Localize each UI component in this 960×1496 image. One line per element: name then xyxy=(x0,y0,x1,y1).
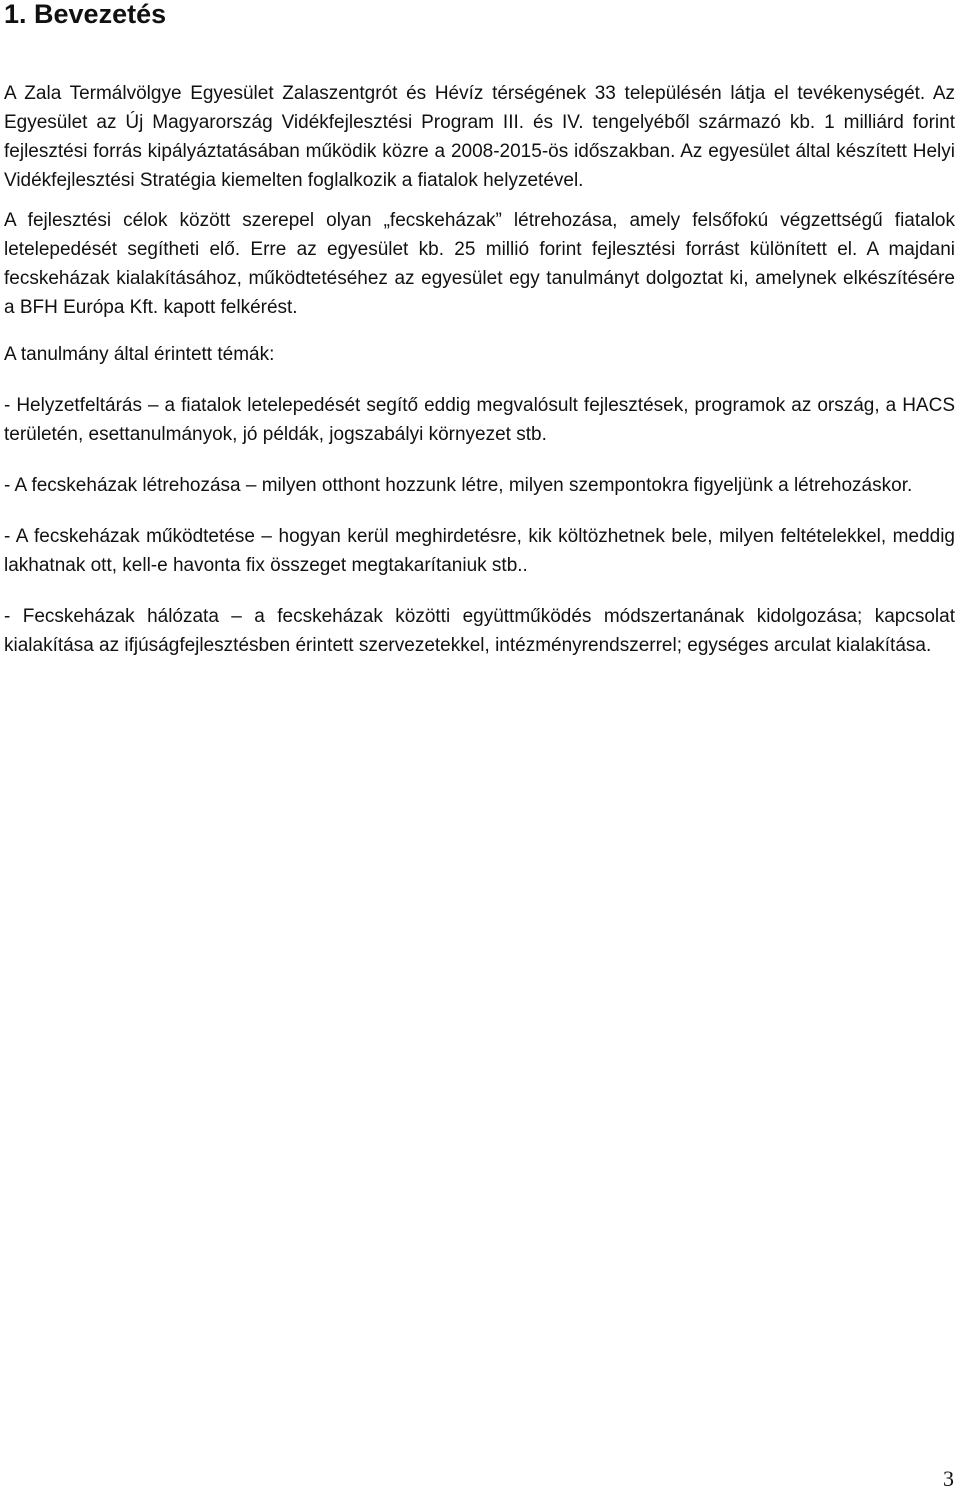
intro-paragraph: A Zala Termálvölgye Egyesület Zalaszentgrót és Hévíz térségének 33 településén látja el tevékenységét. Az Egyesület az Új Magyarország Vidékfejlesztési Program III. és IV. tengelyéből származó kb. 1 milliárd forint fejlesztési forrás kipályáztatásában működik közre a 2008-2015-ös időszakban. Az egyesület által készített Helyi Vidékfejlesztési Stratégia kiemelten foglalkozik a fiatalok helyzetével. xyxy=(4,83,955,191)
page-number: 3 xyxy=(943,1466,954,1491)
topic-item-creation: - A fecskeházak létrehozása – milyen otthont hozzunk létre, milyen szempontokra figyeljünk a létrehozáskor. xyxy=(4,475,913,496)
goals-paragraph: A fejlesztési célok között szerepel olyan „fecskeházak” létrehozása, amely felsőfokú végzettségű fiatalok letelepedését segítheti elő. Erre az egyesület kb. 25 millió forint fejlesztési forrást különített el. A majdani fecskeházak kialakításához, működtetéséhez az egyesület egy tanulmányt dolgoztat ki, amelynek elkészítésére a BFH Európa Kft. kapott felkérést. xyxy=(4,210,955,318)
section-heading: 1. Bevezetés xyxy=(4,0,167,29)
topic-item-situation: - Helyzetfeltárás – a fiatalok letelepedését segítő eddig megvalósult fejlesztések, programok az ország, a HACS területén, esettanulmányok, jó példák, jogszabályi környezet stb. xyxy=(4,395,955,445)
topic-item-network: - Fecskeházak hálózata – a fecskeházak közötti együttműködés módszertanának kidolgozása; kapcsolat kialakítása az ifjúságfejlesztésben érintett szervezetekkel, intézményrendszerrel; egységes arculat kialakítása. xyxy=(4,606,955,656)
document-body xyxy=(4,79,955,660)
topic-item-operation: - A fecskeházak működtetése – hogyan kerül meghirdetésre, kik költözhetnek bele, milyen feltételekkel, meddig lakhatnak ott, kell-e havonta fix összeget megtakarítaniuk stb.. xyxy=(4,526,955,576)
topics-intro: A tanulmány által érintett témák: xyxy=(4,344,275,365)
